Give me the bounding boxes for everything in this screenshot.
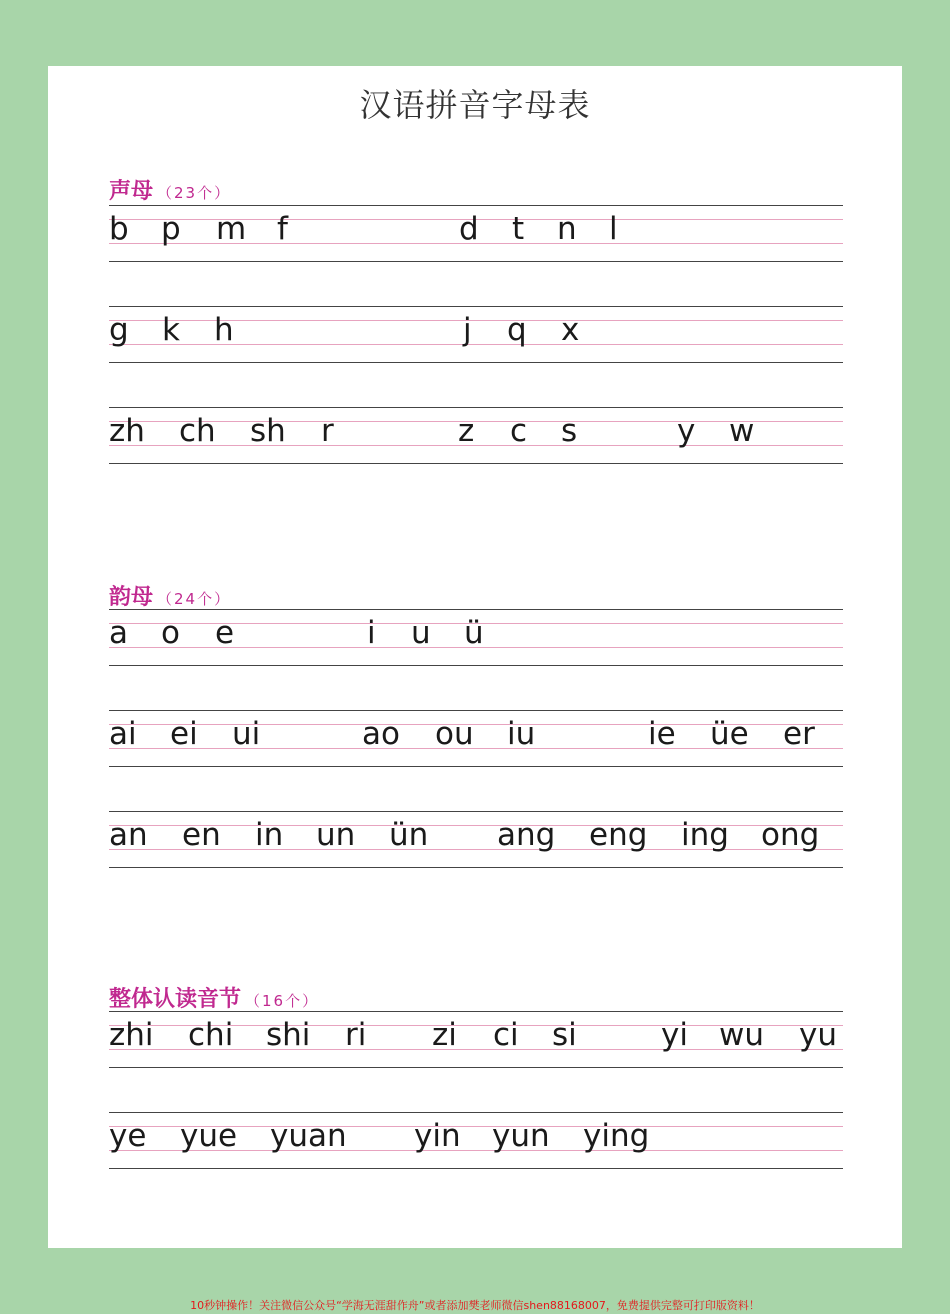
section-count: （24个） xyxy=(157,590,232,608)
pinyin-letter: un xyxy=(316,817,356,853)
pinyin-letter: ao xyxy=(362,716,400,752)
pinyin-letter: c xyxy=(510,413,528,449)
ruled-line xyxy=(109,811,843,812)
pinyin-letter: ying xyxy=(583,1118,650,1154)
pinyin-letter: m xyxy=(216,211,247,247)
pinyin-letter: q xyxy=(507,312,527,348)
pinyin-letter: l xyxy=(609,211,618,247)
section-count: （23个） xyxy=(157,184,232,202)
ruled-line xyxy=(109,665,843,666)
pinyin-letter: ye xyxy=(109,1118,147,1154)
pinyin-letter: ci xyxy=(493,1017,519,1053)
ruled-line xyxy=(109,306,843,307)
pinyin-letter: a xyxy=(109,615,128,651)
ruled-line xyxy=(109,710,843,711)
pinyin-letter: y xyxy=(677,413,696,449)
pinyin-letter: ün xyxy=(389,817,429,853)
pinyin-letter: ong xyxy=(761,817,820,853)
section-name: 整体认读音节 xyxy=(109,987,242,1012)
pinyin-letter: z xyxy=(458,413,475,449)
pinyin-letter: ei xyxy=(170,716,198,752)
writing-row xyxy=(109,306,843,364)
pinyin-letter: en xyxy=(182,817,221,853)
section-heading-yunmu xyxy=(109,580,231,611)
pinyin-letter: üe xyxy=(710,716,749,752)
pinyin-letter: w xyxy=(729,413,755,449)
pinyin-letter: p xyxy=(161,211,181,247)
section-count: （16个） xyxy=(245,992,320,1010)
pinyin-letter: e xyxy=(215,615,235,651)
pinyin-letter: si xyxy=(552,1017,577,1053)
worksheet-page xyxy=(48,66,902,1248)
ruled-line xyxy=(109,261,843,262)
writing-row xyxy=(109,811,843,869)
ruled-line xyxy=(109,362,843,363)
pinyin-letter: f xyxy=(277,211,288,247)
pinyin-letter: ri xyxy=(345,1017,367,1053)
section-name: 韵母 xyxy=(109,585,154,610)
writing-row xyxy=(109,407,843,465)
writing-row xyxy=(109,205,843,263)
ruled-line xyxy=(109,1112,843,1113)
pinyin-letter: yu xyxy=(799,1017,837,1053)
pinyin-letter: zhi xyxy=(109,1017,154,1053)
writing-row xyxy=(109,1112,843,1170)
footer-notice: 10秒钟操作！关注微信公众号“学海无涯甜作舟”或者添加樊老师微信shen88168007，免费提供完整可打印版资料！ xyxy=(190,1299,760,1312)
section-heading-zhengti xyxy=(109,982,319,1013)
pinyin-letter: d xyxy=(459,211,479,247)
writing-row xyxy=(109,609,843,667)
ruled-line xyxy=(109,1168,843,1169)
ruled-line xyxy=(109,1067,843,1068)
pinyin-letter: ang xyxy=(497,817,556,853)
pinyin-letter: n xyxy=(557,211,577,247)
pinyin-letter: wu xyxy=(719,1017,765,1053)
pinyin-letter: an xyxy=(109,817,148,853)
pinyin-letter: iu xyxy=(507,716,536,752)
pinyin-letter: k xyxy=(162,312,180,348)
pinyin-letter: eng xyxy=(589,817,648,853)
pinyin-letter: r xyxy=(321,413,334,449)
pinyin-letter: chi xyxy=(188,1017,234,1053)
pinyin-letter: yue xyxy=(180,1118,238,1154)
pinyin-letter: sh xyxy=(250,413,286,449)
pinyin-letter: t xyxy=(512,211,525,247)
ruled-line xyxy=(109,867,843,868)
ruled-line xyxy=(109,463,843,464)
pinyin-letter: zi xyxy=(432,1017,457,1053)
pinyin-letter: ai xyxy=(109,716,137,752)
section-heading-shengmu xyxy=(109,174,231,205)
ruled-line xyxy=(109,609,843,610)
pinyin-letter: ing xyxy=(681,817,729,853)
pinyin-letter: zh xyxy=(109,413,145,449)
pinyin-letter: ui xyxy=(232,716,261,752)
pinyin-letter: yin xyxy=(414,1118,461,1154)
writing-row xyxy=(109,710,843,768)
ruled-line xyxy=(109,407,843,408)
writing-row xyxy=(109,1011,843,1069)
ruled-line xyxy=(109,766,843,767)
pinyin-letter: h xyxy=(214,312,234,348)
pinyin-letter: ch xyxy=(179,413,216,449)
ruled-line xyxy=(109,1011,843,1012)
pinyin-letter: in xyxy=(255,817,284,853)
pinyin-letter: u xyxy=(411,615,431,651)
pinyin-letter: o xyxy=(161,615,180,651)
pinyin-letter: b xyxy=(109,211,129,247)
pinyin-letter: yi xyxy=(661,1017,688,1053)
pinyin-letter: ü xyxy=(464,615,484,651)
page-title: 汉语拼音字母表 xyxy=(359,86,591,124)
pinyin-letter: yun xyxy=(492,1118,550,1154)
pinyin-letter: er xyxy=(783,716,815,752)
pinyin-letter: i xyxy=(367,615,376,651)
pinyin-letter: s xyxy=(561,413,578,449)
pinyin-letter: shi xyxy=(266,1017,311,1053)
pinyin-letter: g xyxy=(109,312,129,348)
pinyin-letter: j xyxy=(463,312,472,348)
pinyin-letter: ie xyxy=(648,716,676,752)
pinyin-letter: x xyxy=(561,312,580,348)
pinyin-letter: ou xyxy=(435,716,474,752)
pinyin-letter: yuan xyxy=(270,1118,347,1154)
ruled-line xyxy=(109,205,843,206)
section-name: 声母 xyxy=(109,179,154,204)
